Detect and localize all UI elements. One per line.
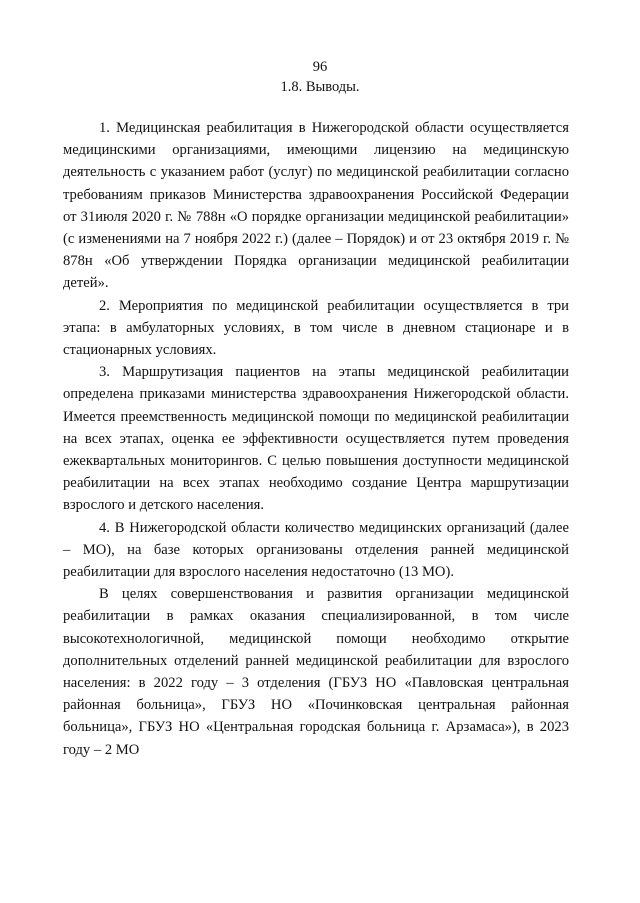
- paragraph-development-plan: В целях совершенствования и развития организации медицинской реабилитации в рамках оказания специализированной, в том числе высокотехнологичной, медицинской помощи необходимо открытие дополнительных отделений ранней медицинской реабилитации для взрослого населения: в 2022 году – 3 отделения (ГБУЗ НО «Павловская центральная районная больница», ГБУЗ НО «Починковская центральная районная больница», ГБУЗ НО «Центральная городская больница г. Арзамаса»), в 2023 году – 2 МО: [63, 586, 569, 758]
- paragraph-conclusion-1: 1. Медицинская реабилитация в Нижегородской области осуществляется медицинскими организациями, имеющими лицензию на медицинскую деятельность с указанием работ (услуг) по медицинской реабилитации согласно требованиям приказов Министерства здравоохранения Российской Федерации от 31июля 2020 г. № 788н «О порядке организации медицинской реабилитации» (с изменениями на 7 ноября 2022 г.) (далее – Порядок) и от 23 октября 2019 г. № 878н «Об утверждении Порядка организации медицинской реабилитации детей».: [63, 120, 569, 292]
- section-heading: 1.8. Выводы.: [280, 79, 360, 95]
- paragraph-conclusion-2: 2. Мероприятия по медицинской реабилитации осуществляется в три этапа: в амбулаторных условиях, в том числе в дневном стационаре и в стационарных условиях.: [63, 297, 569, 359]
- paragraph-conclusion-3: 3. Маршрутизация пациентов на этапы медицинской реабилитации определена приказами министерства здравоохранения Нижегородской области. Имеется преемственность медицинской помощи по медицинской реабилитации на всех этапах, оценка ее эффективности осуществляется путем проведения ежеквартальных мониторингов. С целью повышения доступности медицинской реабилитации на всех этапах необходимо создание Центра маршрутизации взрослого и детского населения.: [63, 364, 569, 514]
- page-number: 96: [312, 59, 328, 75]
- paragraph-conclusion-4: 4. В Нижегородской области количество медицинских организаций (далее – МО), на базе которых организованы отделения ранней медицинской реабилитации для взрослого населения недостаточно (13 МО).: [63, 519, 569, 581]
- document-body: [63, 117, 569, 761]
